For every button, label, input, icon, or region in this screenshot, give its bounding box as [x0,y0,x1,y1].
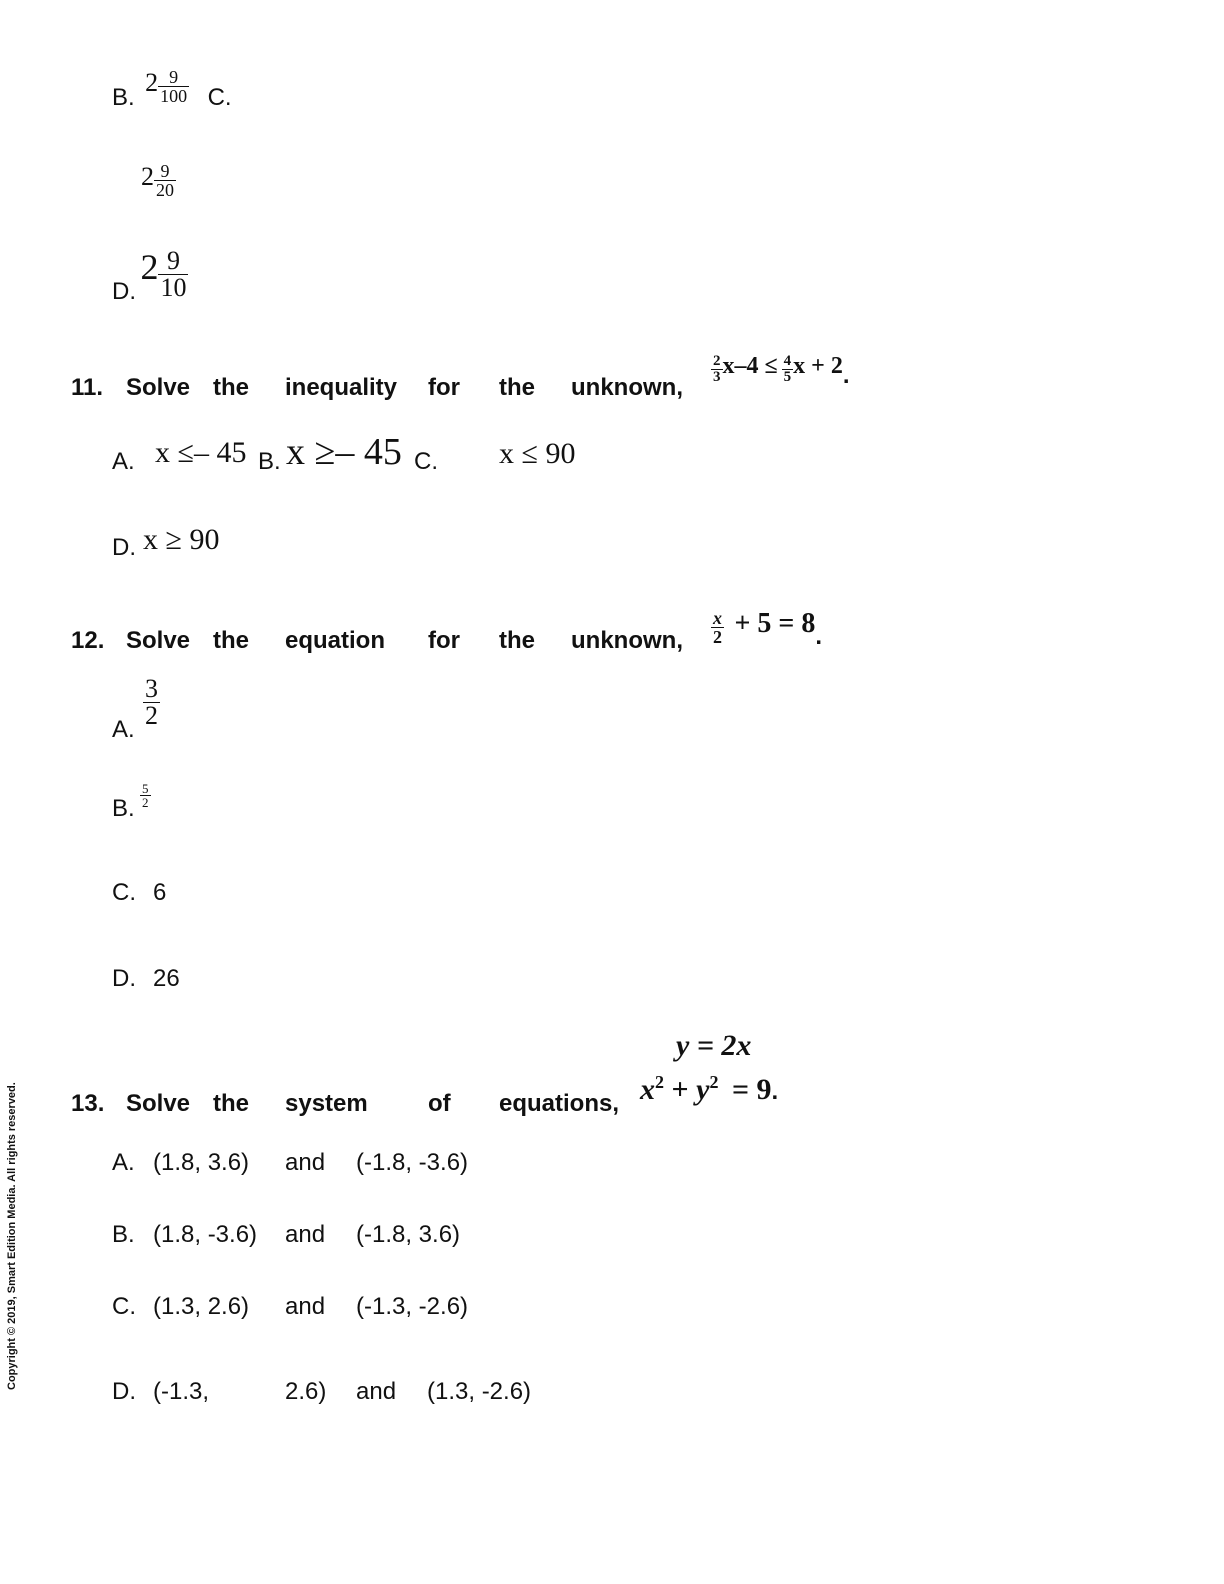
q12-option-b-fraction [140,782,151,809]
q12-eq-rest: + 5 = 8 [734,608,816,639]
q11-word-6: unknown, [571,374,683,401]
copyright-notice: Copyright © 2019, Smart Edition Media. All rights reserved. [6,1082,18,1390]
q12-option-a-num: 3 [145,674,158,703]
q11-option-a-expr: x ≤– 45 [155,436,247,469]
q11-option-c-expr: x ≤ 90 [499,437,576,470]
q11-eq-frac-b-num: 4 [783,352,792,369]
q12-option-a-fraction [143,676,160,729]
q12-eq-frac [711,609,724,646]
q12-word-4: for [428,627,460,654]
q13-option-c-and: and [285,1293,326,1320]
q13-number: 13. [71,1090,105,1117]
q12-number: 12. [71,627,105,654]
q13-eq-line-2-y: y [696,1073,710,1106]
q11-eq-middle: x–4 ≤ [722,353,778,379]
q11-option-b-label: B. [258,448,281,475]
q12-word-2: the [213,627,249,654]
q11-number: 11. [71,374,104,401]
q11-eq-frac-a-num: 2 [713,352,721,369]
q13-word-4: of [428,1090,451,1117]
q12-option-c-value: 6 [153,879,167,906]
q13-option-b-and: and [285,1221,326,1248]
q10-option-c-numerator: 9 [160,161,170,182]
q12-word-3: equation [285,627,385,654]
q12-eq-period: . [815,623,823,650]
q12-word-5: the [499,627,535,654]
q12-word-6: unknown, [571,627,683,654]
q10-option-d [112,246,188,305]
q13-option-d-label: D. [112,1378,136,1405]
q12-option-b-num: 5 [142,781,149,796]
q11-option-a-label: A. [112,448,135,475]
q13-eq-line-2-x: x [640,1073,655,1106]
q13-option-d-and: and [356,1378,397,1405]
q12-eq-frac-num: x [713,608,722,629]
q13-option-c-point-2: (-1.3, -2.6) [356,1293,469,1320]
q11-word-1: Solve [126,374,191,401]
q10-option-b-whole: 2 [145,68,159,97]
q11-option-c-label: C. [414,448,438,475]
q10-option-c-whole: 2 [141,162,154,191]
q10-option-c-label: C. [207,84,232,111]
q12-option-b-value [140,782,151,809]
q12-word-1: Solve [126,627,191,654]
q13-option-b-label: B. [112,1221,135,1248]
q12-option-a-value [143,676,160,729]
q11-option-d-expr: x ≥ 90 [143,523,220,556]
q12-option-a-label: A. [112,716,135,743]
q11-word-2: the [213,374,249,401]
q11-equation [711,352,850,389]
q13-word-5: equations, [499,1090,620,1117]
q13-eq-line-2-rest: = 9 [731,1073,772,1106]
q12-option-d-label: D. [112,965,136,992]
q12-option-b-label: B. [112,795,135,822]
q13-eq-line-2-y-exp: 2 [709,1072,719,1092]
q13-option-c-point-1: (1.3, 2.6) [153,1293,250,1320]
q10-option-b-denominator: 100 [160,86,188,107]
q11-word-3: inequality [285,374,398,401]
q10-option-c-value [141,162,176,199]
q11-eq-end: x + 2 [793,353,843,379]
q13-option-c-label: C. [112,1293,136,1320]
q12-option-b-den: 2 [142,795,149,810]
q13-word-2: the [213,1090,249,1117]
q13-option-a-point-2: (-1.8, -3.6) [356,1149,469,1176]
q10-option-d-whole: 2 [140,247,159,287]
q10-option-b-label: B. [112,84,135,111]
q13-option-a-and: and [285,1149,326,1176]
q13-eq-period: . [771,1078,779,1105]
q11-word-4: for [428,374,460,401]
q13-eq-line-2-x-exp: 2 [655,1072,664,1092]
q11-option-d-label: D. [112,534,136,561]
q13-option-a-label: A. [112,1149,135,1176]
q10-option-d-fraction [158,248,188,301]
q13-word-3: system [285,1090,368,1117]
q10-option-c-denominator: 20 [156,180,174,201]
q11-eq-period: . [842,362,850,389]
q12-option-c-label: C. [112,879,136,906]
q12-option-a-den: 2 [145,701,158,730]
q11-eq-frac-a-den: 3 [713,368,721,385]
q10-option-b-fraction [158,68,189,105]
q13-option-d-point-1a: (-1.3, [153,1378,210,1405]
q11-eq-frac-b [782,354,794,385]
q10-option-d-label: D. [112,278,136,305]
q11-word-5: the [499,374,535,401]
q10-option-c-fraction [154,162,176,199]
q11-option-b-expr: x ≥– 45 [286,431,402,473]
q10-option-b [112,67,232,111]
q13-option-b-point-1: (1.8, -3.6) [153,1221,258,1248]
q13-equation-system [640,1028,778,1110]
q10-option-d-numerator: 9 [166,246,180,276]
q11-eq-frac-b-den: 5 [783,368,792,385]
q10-option-d-denominator: 10 [160,273,187,303]
q13-eq-line-2: $x^2 + y^2 = 9$. [640,1072,779,1106]
q13-option-d-point-2: (1.3, -2.6) [427,1378,532,1405]
q13-word-1: Solve [126,1090,191,1117]
q12-eq-frac-den: 2 [713,627,722,648]
q13-option-d-point-1b: 2.6) [285,1378,327,1405]
q13-option-a-point-1: (1.8, 3.6) [153,1149,250,1176]
q12-equation [711,608,823,650]
q13-option-b-point-2: (-1.8, 3.6) [356,1221,461,1248]
q10-option-b-numerator: 9 [169,67,179,88]
q13-eq-line-1: y = 2x [676,1029,752,1062]
q12-option-d-value: 26 [153,965,180,992]
q11-eq-frac-a [711,354,723,385]
